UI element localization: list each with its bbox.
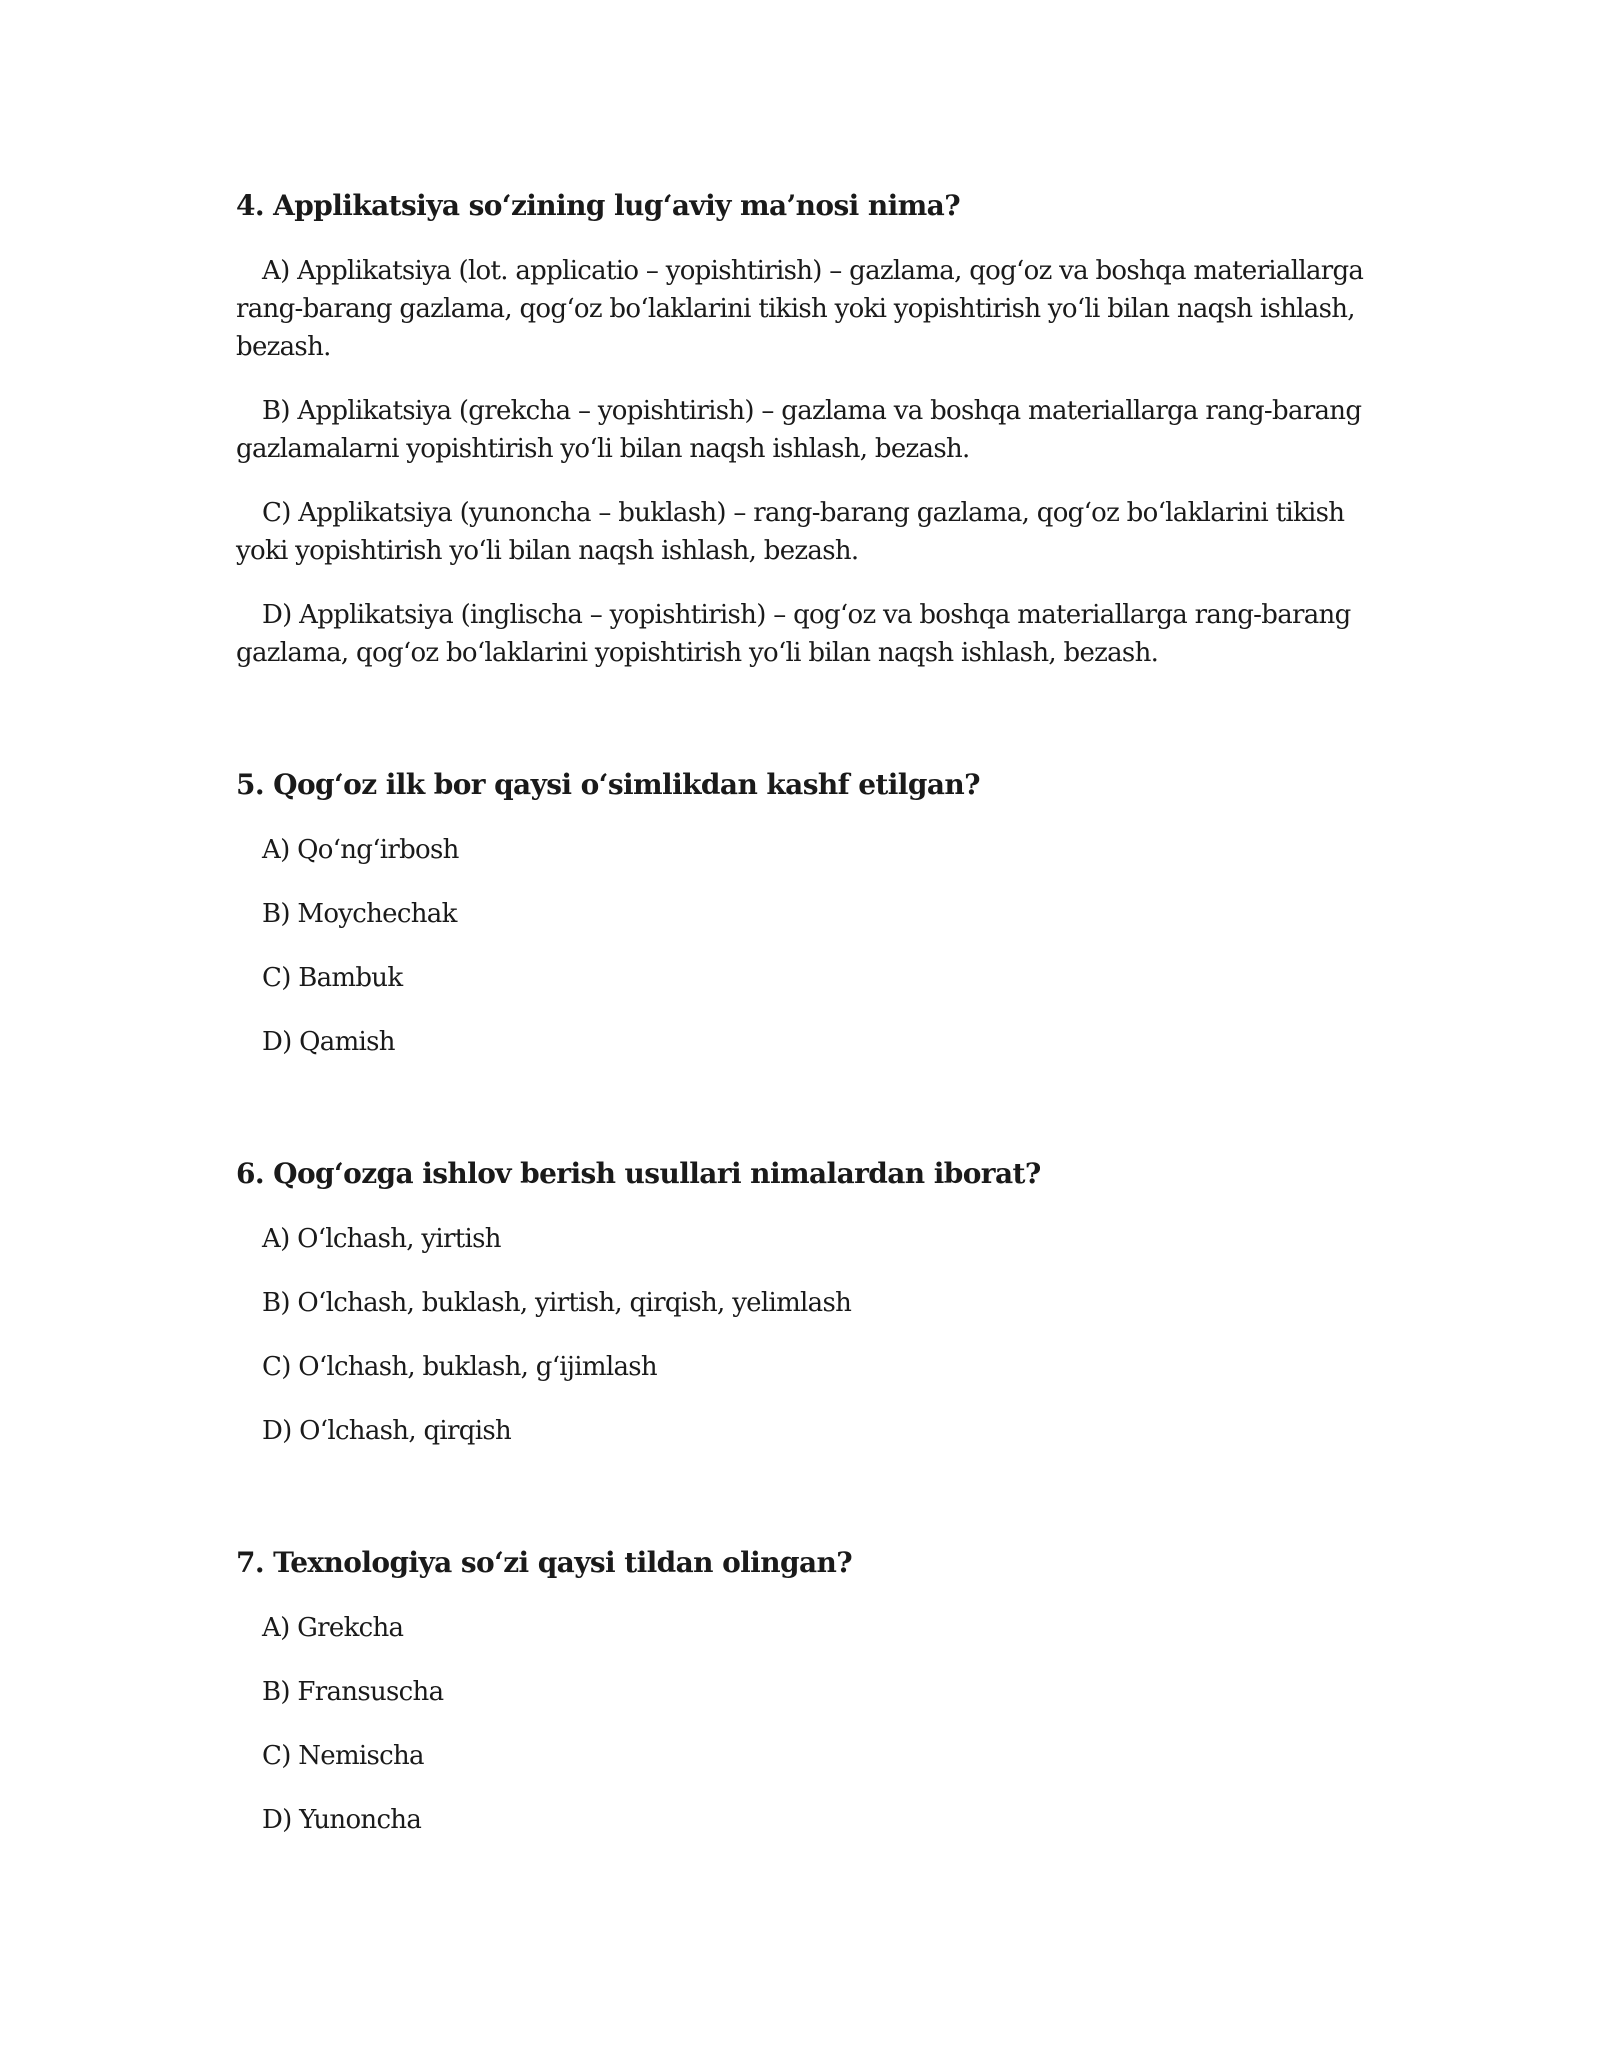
option-c: C) O‘lchash, buklash, g‘ijimlash [262, 1352, 657, 1382]
question-7 [236, 1544, 1366, 1865]
question-title: 5. Qog‘oz ilk bor qaysi o‘simlikdan kashf etilgan? [236, 768, 980, 801]
question-title: 6. Qog‘ozga ishlov berish usullari nimalardan iborat? [236, 1157, 1041, 1190]
option-b: B) O‘lchash, buklash, yirtish, qirqish, yelimlash [262, 1288, 852, 1318]
question-4 [236, 187, 1366, 698]
question-5 [236, 766, 1366, 1087]
option-d: D) Yunoncha [262, 1805, 422, 1835]
option-a: A) O‘lchash, yirtish [262, 1224, 501, 1254]
option-c: C) Bambuk [262, 963, 403, 993]
option-a: A) Grekcha [262, 1613, 404, 1643]
question-6 [236, 1155, 1366, 1476]
option-a: A) Qo‘ng‘irbosh [262, 835, 459, 865]
option-c: C) Nemischa [262, 1741, 424, 1771]
question-title: 4. Applikatsiya so‘zining lug‘aviy ma’nosi nima? [236, 189, 961, 222]
option-d: D) O‘lchash, qirqish [262, 1416, 512, 1446]
option-b: B) Applikatsiya (grekcha – yopishtirish) – gazlama va boshqa materiallarga rang-barang gazlamalarni yopishtirish yo‘li bilan naqsh ishlash, bezash. [236, 396, 1362, 464]
question-title: 7. Texnologiya so‘zi qaysi tildan olingan? [236, 1546, 853, 1579]
option-c: C) Applikatsiya (yunoncha – buklash) – rang-barang gazlama, qog‘oz bo‘laklarini tikish yoki yopishtirish yo‘li bilan naqsh ishlash, bezash. [236, 498, 1345, 566]
option-a: A) Applikatsiya (lot. applicatio – yopishtirish) – gazlama, qog‘oz va boshqa materiallarga rang-barang gazlama, qog‘oz bo‘laklarini tikish yoki yopishtirish yo‘li bilan naqsh ishlash, bezash. [236, 256, 1364, 362]
option-d: D) Qamish [262, 1027, 395, 1057]
option-b: B) Moychechak [262, 899, 457, 929]
option-d: D) Applikatsiya (inglischa – yopishtirish) – qog‘oz va boshqa materiallarga rang-barang gazlama, qog‘oz bo‘laklarini yopishtirish yo‘li bilan naqsh ishlash, bezash. [236, 600, 1351, 668]
option-b: B) Fransuscha [262, 1677, 444, 1707]
